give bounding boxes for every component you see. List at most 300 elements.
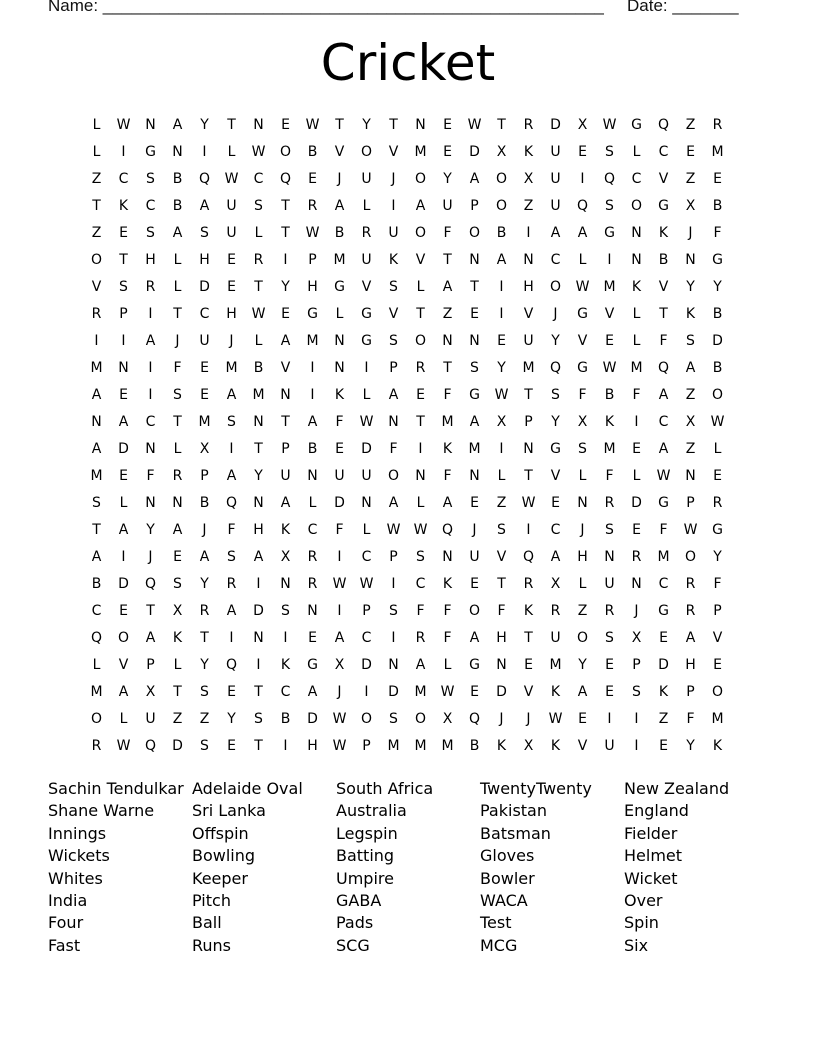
grid-letter: C [145, 198, 156, 214]
grid-letter: P [146, 657, 155, 673]
grid-letter: V [388, 144, 399, 160]
grid-letter: R [685, 576, 696, 592]
grid-letter: J [634, 603, 639, 619]
word-bank-item: New Zealand [624, 779, 730, 798]
grid-letter: R [712, 495, 723, 511]
grid-letter: N [334, 360, 345, 376]
grid-letter: V [415, 252, 426, 268]
grid-letter: O [414, 225, 427, 241]
grid-letter: W [467, 117, 482, 133]
grid-letter: X [442, 711, 453, 727]
grid-letter: N [469, 468, 480, 484]
grid-letter: A [91, 387, 102, 403]
grid-letter: T [173, 306, 182, 322]
grid-letter: T [173, 414, 182, 430]
grid-letter: W [602, 360, 617, 376]
grid-letter: N [280, 387, 291, 403]
grid-letter: E [200, 360, 209, 376]
grid-letter: H [253, 522, 264, 538]
grid-letter: T [497, 576, 506, 592]
grid-letter: E [308, 171, 317, 187]
grid-letter: D [253, 603, 264, 619]
grid-letter: J [553, 306, 558, 322]
grid-letter: C [118, 171, 129, 187]
grid-letter: S [227, 414, 236, 430]
grid-letter: V [658, 279, 669, 295]
grid-letter: T [335, 117, 344, 133]
grid-letter: U [550, 198, 561, 214]
puzzle-title: Cricket [320, 34, 496, 92]
grid-letter: Y [497, 360, 506, 376]
grid-letter: B [469, 738, 480, 754]
grid-letter: M [306, 333, 319, 349]
grid-letter: P [362, 738, 371, 754]
grid-letter: N [442, 333, 453, 349]
grid-letter: C [307, 522, 318, 538]
grid-letter: Q [657, 360, 670, 376]
grid-letter: L [173, 441, 182, 457]
grid-letter: N [685, 252, 696, 268]
grid-letter: J [499, 711, 504, 727]
grid-letter: W [332, 576, 347, 592]
grid-letter: S [146, 225, 155, 241]
grid-letter: B [712, 360, 723, 376]
grid-letter: Z [199, 711, 210, 727]
grid-letter: A [577, 225, 588, 241]
grid-letter: N [415, 468, 426, 484]
grid-letter: V [91, 279, 102, 295]
grid-letter: J [337, 684, 342, 700]
grid-letter: M [549, 657, 562, 673]
grid-letter: W [683, 522, 698, 538]
grid-letter: K [604, 414, 615, 430]
grid-letter: G [307, 657, 318, 673]
grid-letter: O [468, 225, 481, 241]
grid-letter: W [575, 279, 590, 295]
grid-letter: O [414, 711, 427, 727]
grid-letter: Q [225, 657, 238, 673]
grid-letter: T [173, 684, 182, 700]
grid-letter: R [685, 603, 696, 619]
grid-letter: W [224, 171, 239, 187]
grid-letter: Q [657, 117, 670, 133]
grid-letter: N [685, 468, 696, 484]
grid-letter: Y [146, 522, 155, 538]
grid-letter: I [364, 684, 369, 700]
grid-letter: G [361, 306, 372, 322]
word-bank-item: Ball [192, 913, 222, 933]
grid-letter: I [364, 360, 369, 376]
date-field[interactable]: Date: _______ [627, 0, 739, 15]
grid-letter: K [388, 252, 399, 268]
grid-letter: I [634, 738, 639, 754]
grid-letter: R [199, 603, 210, 619]
grid-letter: G [712, 252, 723, 268]
grid-letter: Y [443, 171, 452, 187]
grid-letter: E [200, 387, 209, 403]
grid-letter: S [281, 603, 290, 619]
grid-letter: Y [362, 117, 371, 133]
grid-letter: T [416, 414, 425, 430]
grid-letter: D [550, 117, 561, 133]
grid-letter: O [684, 549, 697, 565]
grid-letter: L [632, 144, 641, 160]
grid-letter: R [307, 549, 318, 565]
grid-letter: T [659, 306, 668, 322]
grid-letter: S [389, 603, 398, 619]
grid-letter: X [685, 414, 696, 430]
grid-letter: H [307, 738, 318, 754]
grid-letter: E [632, 522, 641, 538]
grid-letter: I [526, 225, 531, 241]
grid-letter: M [387, 738, 400, 754]
grid-letter: V [496, 549, 507, 565]
grid-letter: X [523, 171, 534, 187]
grid-letter: G [577, 306, 588, 322]
grid-letter: X [172, 603, 183, 619]
grid-letter: A [172, 117, 183, 133]
grid-letter: Y [200, 576, 209, 592]
grid-letter: G [712, 522, 723, 538]
word-bank-item: Batting [336, 846, 395, 866]
grid-letter: T [92, 198, 101, 214]
grid-letter: I [391, 198, 396, 214]
grid-letter: B [496, 225, 507, 241]
grid-letter: A [172, 522, 183, 538]
grid-letter: E [659, 738, 668, 754]
grid-letter: I [283, 252, 288, 268]
grid-letter: G [334, 279, 345, 295]
grid-letter: E [227, 684, 236, 700]
grid-letter: S [200, 738, 209, 754]
grid-letter: T [254, 441, 263, 457]
grid-letter: A [415, 198, 426, 214]
grid-letter: R [604, 603, 615, 619]
grid-letter: S [119, 279, 128, 295]
grid-letter: S [173, 576, 182, 592]
grid-letter: I [283, 738, 288, 754]
word-bank-item: MCG [480, 935, 518, 955]
grid-letter: A [226, 468, 237, 484]
grid-letter: K [334, 387, 345, 403]
grid-letter: F [659, 333, 668, 349]
grid-letter: H [145, 252, 156, 268]
grid-letter: K [280, 657, 291, 673]
grid-letter: P [362, 603, 371, 619]
grid-letter: Z [685, 117, 696, 133]
grid-letter: S [389, 711, 398, 727]
grid-letter: O [279, 144, 292, 160]
grid-letter: A [658, 387, 669, 403]
grid-letter: E [281, 117, 290, 133]
grid-letter: T [416, 306, 425, 322]
grid-letter: A [469, 630, 480, 646]
grid-letter: L [92, 657, 101, 673]
grid-letter: I [121, 333, 126, 349]
grid-letter: K [631, 279, 642, 295]
grid-letter: R [415, 360, 426, 376]
grid-letter: P [713, 603, 722, 619]
grid-letter: H [685, 657, 696, 673]
grid-letter: P [686, 684, 695, 700]
word-bank-item: Australia [336, 801, 407, 821]
grid-letter: B [658, 252, 669, 268]
grid-letter: E [308, 630, 317, 646]
grid-letter: I [526, 522, 531, 538]
grid-letter: S [416, 549, 425, 565]
grid-letter: X [334, 657, 345, 673]
grid-letter: C [550, 522, 561, 538]
grid-letter: W [332, 711, 347, 727]
grid-letter: F [227, 522, 236, 538]
word-bank-item: TwentyTwenty [480, 779, 592, 798]
grid-letter: T [524, 630, 533, 646]
grid-letter: K [550, 738, 561, 754]
grid-letter: L [362, 522, 371, 538]
grid-letter: X [685, 198, 696, 214]
grid-letter: A [685, 630, 696, 646]
grid-letter: F [713, 576, 722, 592]
grid-letter: D [469, 144, 480, 160]
grid-letter: U [604, 738, 615, 754]
grid-letter: S [389, 279, 398, 295]
grid-letter: H [307, 279, 318, 295]
grid-letter: I [256, 657, 261, 673]
grid-letter: E [119, 225, 128, 241]
grid-letter: U [550, 171, 561, 187]
grid-letter: S [146, 171, 155, 187]
grid-letter: M [414, 684, 427, 700]
grid-letter: R [307, 576, 318, 592]
grid-letter: D [334, 495, 345, 511]
grid-letter: P [308, 252, 317, 268]
grid-letter: A [388, 495, 399, 511]
grid-letter: F [443, 468, 452, 484]
grid-letter: T [281, 225, 290, 241]
grid-letter: E [443, 144, 452, 160]
grid-letter: N [631, 225, 642, 241]
grid-letter: O [711, 684, 724, 700]
grid-letter: G [604, 225, 615, 241]
grid-letter: J [337, 171, 342, 187]
grid-letter: A [145, 333, 156, 349]
grid-letter: V [523, 306, 534, 322]
grid-letter: M [90, 684, 103, 700]
grid-letter: C [658, 576, 669, 592]
grid-letter: W [548, 711, 563, 727]
grid-letter: J [580, 522, 585, 538]
grid-letter: N [145, 117, 156, 133]
word-bank-item: Adelaide Oval [192, 779, 303, 798]
grid-letter: M [90, 468, 103, 484]
grid-letter: Z [496, 495, 507, 511]
grid-letter: C [253, 171, 264, 187]
grid-letter: Q [576, 198, 589, 214]
grid-letter: E [416, 387, 425, 403]
grid-letter: Y [686, 738, 695, 754]
grid-letter: S [92, 495, 101, 511]
grid-letter: D [307, 711, 318, 727]
word-bank-item: Umpire [336, 868, 394, 888]
worksheet-header [48, 0, 748, 20]
grid-letter: I [499, 279, 504, 295]
grid-letter: L [362, 387, 371, 403]
grid-letter: N [253, 630, 264, 646]
grid-letter: N [334, 333, 345, 349]
grid-letter: J [148, 549, 153, 565]
word-bank-item: Test [480, 913, 512, 933]
grid-letter: V [604, 306, 615, 322]
grid-letter: W [710, 414, 725, 430]
grid-letter: E [659, 630, 668, 646]
grid-letter: H [577, 549, 588, 565]
grid-letter: N [469, 333, 480, 349]
grid-letter: N [361, 495, 372, 511]
grid-letter: T [443, 360, 452, 376]
grid-letter: Q [603, 171, 616, 187]
grid-letter: I [310, 387, 315, 403]
grid-letter: X [577, 117, 588, 133]
grid-letter: T [281, 414, 290, 430]
grid-letter: N [415, 117, 426, 133]
grid-letter: N [523, 252, 534, 268]
grid-letter: B [307, 144, 318, 160]
grid-letter: N [604, 549, 615, 565]
grid-letter: I [337, 603, 342, 619]
grid-letter: I [634, 711, 639, 727]
grid-letter: Q [468, 711, 481, 727]
grid-letter: T [92, 522, 101, 538]
grid-letter: L [254, 333, 263, 349]
grid-letter: U [604, 576, 615, 592]
name-field[interactable]: Name: _____________________________________________________ [48, 0, 604, 15]
grid-letter: C [658, 414, 669, 430]
grid-letter: Q [441, 522, 454, 538]
grid-letter: K [685, 306, 696, 322]
grid-letter: W [116, 117, 131, 133]
grid-letter: B [712, 198, 723, 214]
grid-letter: U [361, 252, 372, 268]
word-bank-item: Keeper [192, 868, 248, 888]
grid-letter: V [550, 468, 561, 484]
grid-letter: O [468, 603, 481, 619]
grid-letter: W [251, 306, 266, 322]
grid-letter: D [361, 657, 372, 673]
grid-letter: D [388, 684, 399, 700]
grid-letter: L [173, 279, 182, 295]
grid-letter: J [202, 522, 207, 538]
grid-letter: P [389, 549, 398, 565]
grid-letter: I [283, 630, 288, 646]
grid-letter: J [229, 333, 234, 349]
grid-letter: N [577, 495, 588, 511]
grid-letter: U [280, 468, 291, 484]
grid-letter: I [634, 414, 639, 430]
grid-letter: W [332, 738, 347, 754]
grid-letter: I [499, 306, 504, 322]
grid-letter: A [145, 630, 156, 646]
grid-letter: V [280, 360, 291, 376]
grid-letter: R [604, 495, 615, 511]
grid-letter: F [389, 441, 398, 457]
grid-letter: D [361, 441, 372, 457]
grid-letter: P [389, 360, 398, 376]
grid-letter: Y [200, 657, 209, 673]
grid-letter: O [360, 711, 373, 727]
grid-letter: Z [685, 171, 696, 187]
grid-letter: D [496, 684, 507, 700]
grid-letter: S [605, 630, 614, 646]
grid-letter: T [254, 684, 263, 700]
grid-letter: E [524, 657, 533, 673]
grid-letter: F [659, 522, 668, 538]
grid-letter: P [119, 306, 128, 322]
grid-letter: M [225, 360, 238, 376]
grid-letter: P [632, 657, 641, 673]
grid-letter: Q [279, 171, 292, 187]
grid-letter: D [712, 333, 723, 349]
word-bank-item: WACA [480, 890, 528, 910]
grid-letter: A [91, 441, 102, 457]
grid-letter: R [361, 225, 372, 241]
grid-letter: V [361, 279, 372, 295]
grid-letter: S [551, 387, 560, 403]
grid-letter: Z [172, 711, 183, 727]
grid-letter: P [470, 198, 479, 214]
grid-letter: A [658, 441, 669, 457]
grid-letter: B [172, 198, 183, 214]
grid-letter: A [118, 684, 129, 700]
grid-letter: K [658, 684, 669, 700]
grid-letter: R [550, 603, 561, 619]
grid-letter: N [523, 441, 534, 457]
grid-letter: Z [91, 225, 102, 241]
grid-letter: T [389, 117, 398, 133]
grid-letter: E [173, 549, 182, 565]
grid-letter: S [227, 549, 236, 565]
grid-letter: A [307, 684, 318, 700]
grid-letter: T [200, 630, 209, 646]
grid-letter: G [550, 441, 561, 457]
grid-letter: I [580, 171, 585, 187]
grid-letter: Q [225, 495, 238, 511]
grid-letter: A [550, 225, 561, 241]
grid-letter: I [202, 144, 207, 160]
word-bank-item: Fielder [624, 823, 678, 843]
word-bank-item: Runs [192, 935, 232, 955]
word-bank-item: GABA [336, 890, 382, 910]
grid-letter: O [90, 252, 103, 268]
grid-letter: M [603, 279, 616, 295]
grid-letter: U [442, 198, 453, 214]
grid-letter: I [121, 549, 126, 565]
grid-letter: F [605, 468, 614, 484]
grid-letter: M [198, 414, 211, 430]
grid-letter: G [469, 387, 480, 403]
grid-letter: Y [551, 414, 560, 430]
grid-letter: N [469, 252, 480, 268]
grid-letter: L [335, 306, 344, 322]
grid-letter: S [200, 225, 209, 241]
grid-letter: K [280, 522, 291, 538]
grid-letter: S [578, 441, 587, 457]
grid-letter: E [119, 468, 128, 484]
grid-letter: L [362, 198, 371, 214]
grid-letter: M [522, 360, 535, 376]
word-bank-item: Over [624, 890, 663, 910]
letter-grid [83, 112, 731, 760]
grid-letter: S [686, 333, 695, 349]
